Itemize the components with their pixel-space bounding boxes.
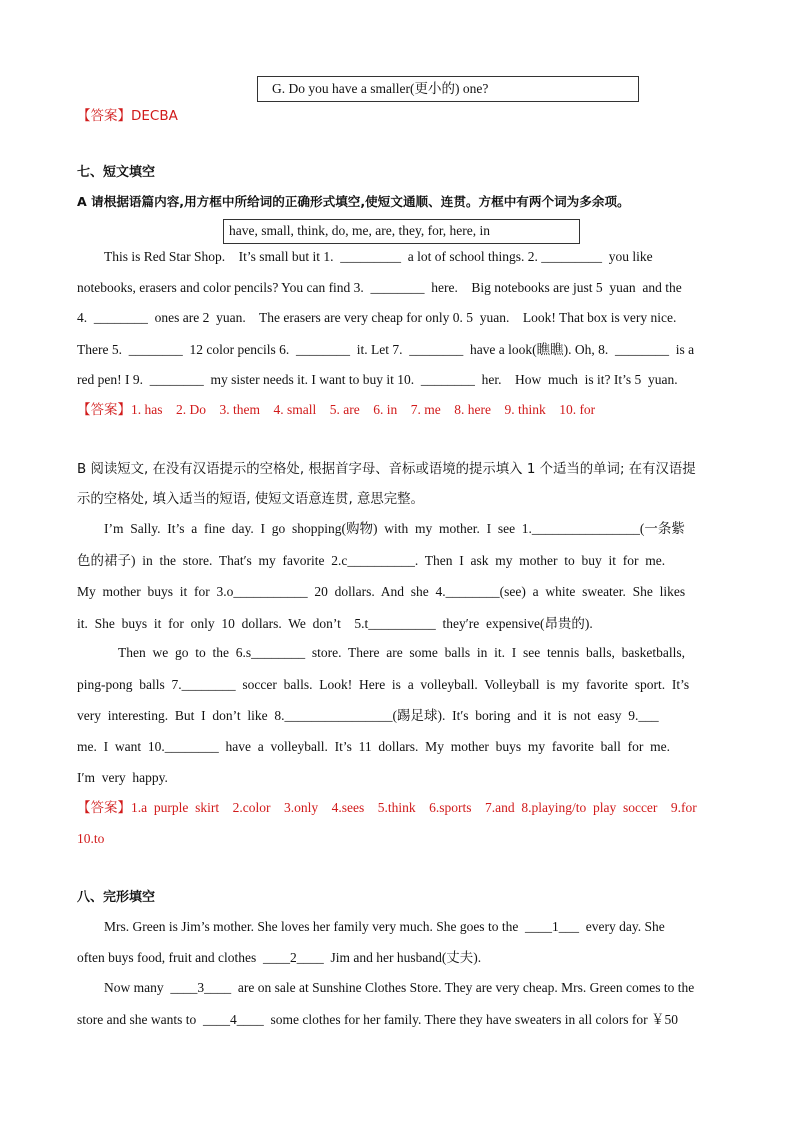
- part-b-line-2: 色的裙子) in the store. That′s my favorite 2.c__________. Then I ask my mother to buy it for me.: [77, 553, 666, 568]
- part-a-line-text: notebooks, erasers and color pencils? You can find 3. ________ here. Big notebooks are just 5 yuan and the: [77, 280, 682, 295]
- part-b-answer-2: 10.to: [77, 831, 105, 846]
- part-b-instruction-1: B 阅读短文, 在没有汉语提示的空格处, 根据首字母、音标或语境的提示填入 1 个适当的单词; 在有汉语提: [77, 462, 696, 477]
- cloze-line-3: Now many ____3____ are on sale at Sunshine Clothes Store. They are very cheap. Mrs. Green comes to the: [104, 980, 695, 995]
- part-a-line-1: [77, 247, 725, 267]
- part-a-line-5: [77, 370, 725, 390]
- part-b-line-6: ping-pong balls 7.________ soccer balls. Look! Here is a volleyball. Volleyball is my favorite sport. It’s: [77, 677, 690, 692]
- word-box: [223, 219, 580, 244]
- word-box-text: have, small, think, do, me, are, they, for, here, in: [229, 223, 491, 238]
- part-a-answer: 【答案】1. has 2. Do 3. them 4. small 5. are 6. in 7. me 8. here 9. think 10. for: [77, 402, 596, 417]
- part-a-line-4: [77, 340, 725, 360]
- part-b-line-5: Then we go to the 6.s________ store. There are some balls in it. I see tennis balls, basketballs,: [118, 645, 686, 660]
- part-a-line-2: [77, 278, 725, 298]
- part-a-instruction: A 请根据语篇内容,用方框中所给词的正确形式填空,使短文通顺、连贯。方框中有两个词为多余项。: [77, 194, 630, 209]
- section-8-title: 八、完形填空: [77, 890, 156, 905]
- part-a-line-text: 4. ________ ones are 2 yuan. The erasers are very cheap for only 0. 5 yuan. Look! That box is very nice.: [77, 310, 677, 325]
- part-b-line-1: I’m Sally. It’s a fine day. I go shopping(购物) with my mother. I see 1.________________(一条紫: [104, 521, 685, 536]
- part-b-instruction-2: 示的空格处, 填入适当的短语, 使短文语意连贯, 意思完整。: [77, 492, 424, 507]
- section-7-title: 七、短文填空: [77, 165, 156, 180]
- part-b-line-4: it. She buys it for only 10 dollars. We don’t 5.t__________ they′re expensive(昂贵的).: [77, 616, 593, 631]
- cloze-line-1: Mrs. Green is Jim’s mother. She loves her family very much. She goes to the ____1___ every day. She: [104, 919, 665, 934]
- part-b-line-8: me. I want 10.________ have a volleyball. It’s 11 dollars. My mother buys my favorite ball for me.: [77, 739, 671, 754]
- part-a-line-text: There 5. ________ 12 color pencils 6. ________ it. Let 7. ________ have a look(瞧瞧). Oh, 8. ________ is a: [77, 342, 695, 357]
- part-b-line-9: I′m very happy.: [77, 770, 168, 785]
- part-a-line-text: This is Red Star Shop. It’s small but it 1. _________ a lot of school things. 2. _________ you like: [104, 249, 653, 264]
- cloze-line-4: store and she wants to ____4____ some clothes for her family. There they have sweaters in all colors for ￥50: [77, 1012, 678, 1027]
- part-b-line-3: My mother buys it for 3.o___________ 20 dollars. And she 4.________(see) a white sweater. She likes: [77, 584, 686, 599]
- part-a-line-text: red pen! I 9. ________ my sister needs it. I want to buy it 10. ________ her. How much is it? It’s 5 yuan.: [77, 372, 678, 387]
- part-b-answer-1: 【答案】1.a purple skirt 2.color 3.only 4.sees 5.think 6.sports 7.and 8.playing/to play soccer 9.for: [77, 800, 697, 815]
- option-g-text: G. Do you have a smaller(更小的) one?: [272, 81, 489, 96]
- part-a-line-3: [77, 308, 725, 328]
- part-b-line-7: very interesting. But I don’t like 8.________________(踢足球). It′s boring and it is not easy 9.___: [77, 708, 659, 723]
- cloze-line-2: often buys food, fruit and clothes ____2____ Jim and her husband(丈夫).: [77, 950, 482, 965]
- option-g-box: [257, 76, 639, 102]
- answer-previous: 【答案】DECBA: [77, 108, 178, 124]
